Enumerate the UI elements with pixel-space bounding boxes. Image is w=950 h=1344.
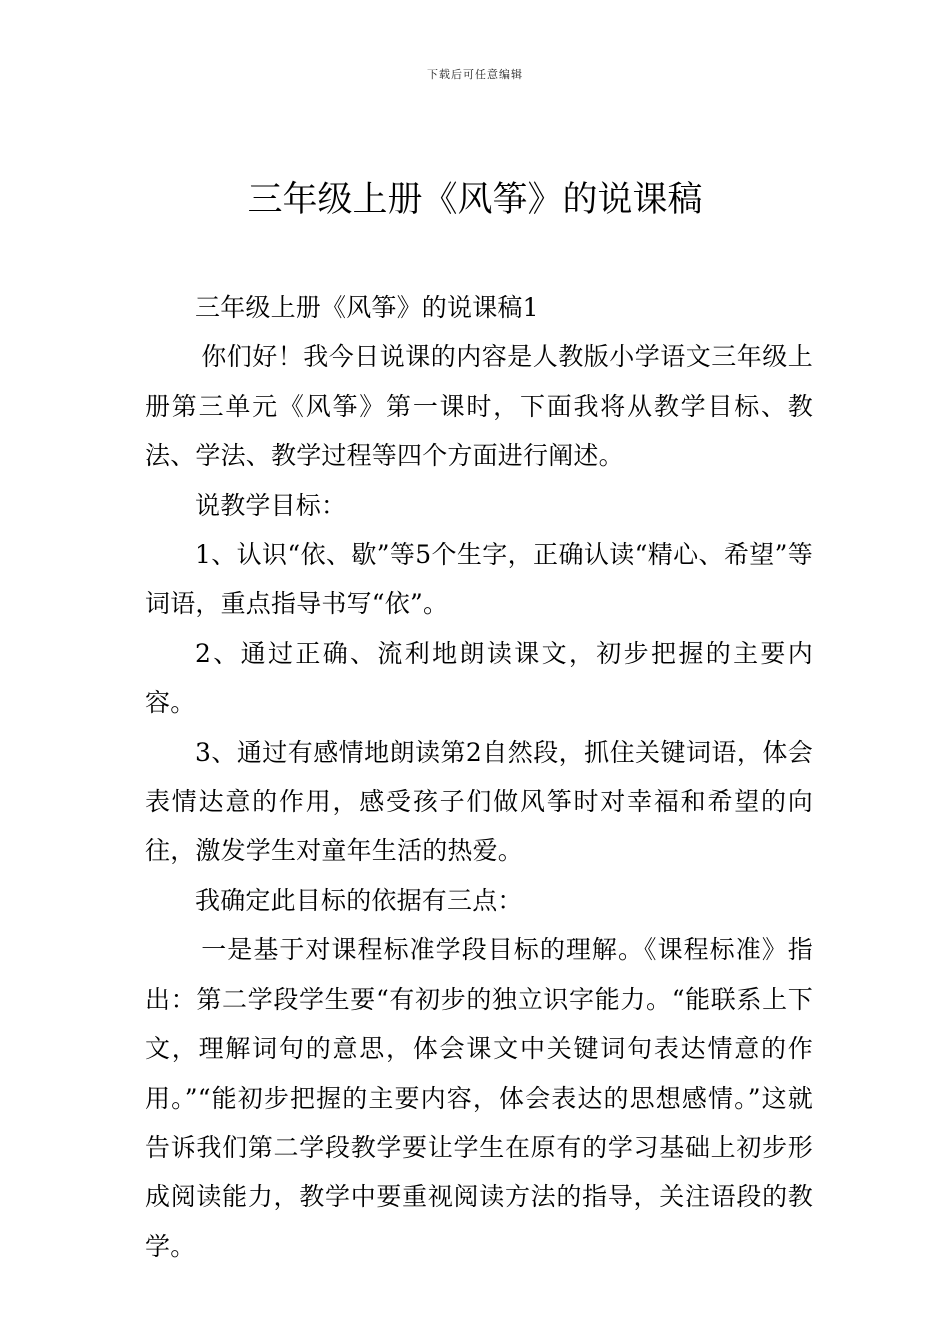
header-note: 下载后可任意编辑 (427, 68, 523, 81)
objective-item-2: 2、通过正确、流利地朗读课文，初步把握的主要内容。 (145, 638, 813, 718)
basis-heading: 我确定此目标的依据有三点： (195, 885, 523, 915)
document-body (145, 283, 813, 1271)
basis-paragraph-1: 一是基于对课程标准学段目标的理解。《课程标准》指出：第二学段学生要“有初步的独立识字能力。“能联系上下文，理解词句的意思，体会课文中关键词句表达情意的作用。”“能初步把握的主要内容，体会表达的思想感情。”这就告诉我们第二学段教学要让学生在原有的学习基础上初步形成阅读能力，教学中要重视阅读方法的指导，关注语段的教学。 (145, 935, 813, 1261)
document-title: 三年级上册《风筝》的说课稿 (247, 180, 703, 220)
intro-paragraph: 你们好！我今日说课的内容是人教版小学语文三年级上册第三单元《风筝》第一课时，下面我将从教学目标、教法、学法、教学过程等四个方面进行阐述。 (145, 342, 813, 471)
objective-item-1: 1、认识“依、歇”等5个生字，正确认读“精心、希望”等词语，重点指导书写“依”。 (145, 540, 813, 619)
objectives-heading: 说教学目标： (195, 490, 347, 520)
objective-item-3: 3、通过有感情地朗读第2自然段，抓住关键词语，体会表情达意的作用，感受孩子们做风筝时对幸福和希望的向往，激发学生对童年生活的热爱。 (145, 737, 813, 866)
section-heading: 三年级上册《风筝》的说课稿1 (195, 293, 539, 322)
